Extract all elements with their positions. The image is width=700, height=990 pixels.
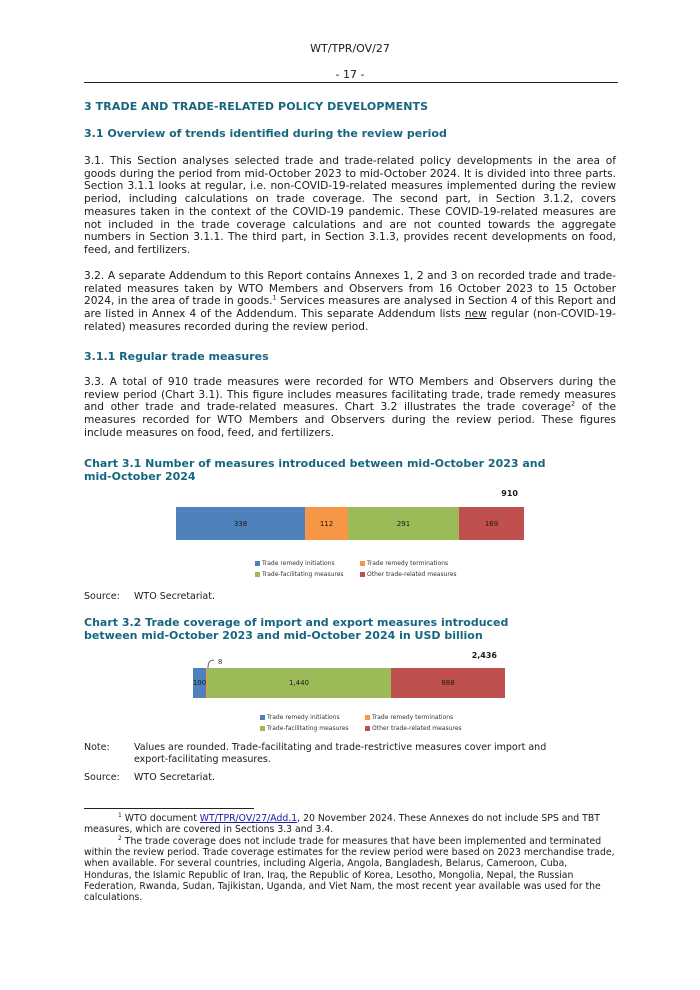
legend-swatch-icon bbox=[360, 572, 365, 577]
note-text: Values are rounded. Trade-facilitating and trade-restrictive measures cover import and export-facilitating measures. bbox=[134, 742, 547, 765]
footnote-text: , 20 November 2024. These Annexes do not include SPS and TBT measures, which are covered in Sections 3.3 and 3.4. bbox=[84, 813, 600, 836]
legend-item bbox=[360, 571, 465, 578]
subsubsection-heading: 3.1.1 Regular trade measures bbox=[84, 350, 269, 363]
legend-item bbox=[360, 560, 465, 567]
legend-label: Trade remedy initiations bbox=[262, 560, 335, 567]
footnote-number: 2 bbox=[118, 834, 122, 842]
callout-leader-icon bbox=[207, 658, 215, 668]
paragraph-text: of the measures recorded for WTO Members and Observers during the review period. These figures include measures on food, feed, and fertilizers. bbox=[84, 401, 616, 439]
chart-3-2-legend bbox=[260, 714, 470, 732]
segment-other-trade-related: 169 bbox=[459, 507, 524, 540]
chart-3-2-total: 2,436 bbox=[471, 651, 497, 660]
footnote-text: WTO document bbox=[121, 813, 200, 824]
footnote-text: The trade coverage does not include trade for measures that have been implemented and terminated within the review period. Trade coverage estimates for the review period were based on 2023 merchandise trade, when available. For several countries, including Algeria, Angola, Bangladesh, Belarus, Cameroon, Cuba, Honduras, the Islamic Republic of Iran, Iraq, the Republic of Korea, Lesotho, Mongolia, Nepal, the Russian Federation, Rwanda, Sudan, Tajikistan, Uganda, and Viet Nam, the most recent year available was used for the calculations. bbox=[84, 836, 615, 904]
chart-3-1-title: Chart 3.1 Number of measures introduced between mid-October 2023 and mid-October 2024 bbox=[84, 457, 546, 483]
legend-label: Trade-facilitating measures bbox=[262, 571, 344, 578]
chart-3-2-source bbox=[84, 772, 215, 783]
segment-trade-facilitating: 1,440 bbox=[207, 668, 391, 698]
paragraph-text: 3.2. A separate Addendum to this Report contains Annexes 1, 2 and 3 on recorded trade and trade-related measures taken by WTO Members and Observers from 16 October 2023 to 15 October 2024, in the area of trade in goods. bbox=[84, 270, 616, 308]
segment-other-trade-related: 888 bbox=[391, 668, 505, 698]
footnote-1 bbox=[84, 813, 616, 835]
paragraph-3-2 bbox=[84, 270, 616, 334]
segment-trade-remedy-initiations: 338 bbox=[176, 507, 305, 540]
paragraph-text: 3.3. A total of 910 trade measures were recorded for WTO Members and Observers during the review period (Chart 3.1). This figure includes measures facilitating trade, trade remedy measures and other trade and trade-related measures. Chart 3.2 illustrates the trade coverage bbox=[84, 376, 616, 414]
chart-3-2-callout bbox=[207, 658, 222, 668]
header-divider bbox=[84, 82, 618, 83]
callout-label: 8 bbox=[218, 658, 223, 666]
section-heading: 3 TRADE AND TRADE-RELATED POLICY DEVELOPMENTS bbox=[84, 100, 429, 113]
footnote-ref-2[interactable]: 2 bbox=[570, 399, 576, 408]
legend-swatch-icon bbox=[365, 715, 370, 720]
chart-3-1-total: 910 bbox=[501, 489, 518, 498]
legend-label: Other trade-related measures bbox=[372, 725, 462, 732]
note-label: Note: bbox=[84, 742, 110, 753]
chart-3-2-note bbox=[84, 742, 564, 766]
legend-label: Trade remedy terminations bbox=[367, 560, 449, 567]
legend-item bbox=[255, 571, 360, 578]
subsection-heading: 3.1 Overview of trends identified during the review period bbox=[84, 127, 447, 140]
source-label: Source: bbox=[84, 591, 120, 602]
segment-trade-remedy-initiations: 100 bbox=[193, 668, 206, 698]
legend-item bbox=[255, 560, 360, 567]
paragraph-text: Services measures are analysed in Section 4 of this Report and are listed in Annex 4 of the Addendum. This separate Addendum lists bbox=[84, 295, 616, 321]
chart-3-1-bar bbox=[176, 507, 524, 540]
paragraph-3-3 bbox=[84, 376, 616, 440]
segment-trade-remedy-terminations: 112 bbox=[305, 507, 348, 540]
footnote-divider bbox=[84, 808, 254, 809]
legend-swatch-icon bbox=[260, 726, 265, 731]
legend-item bbox=[365, 725, 470, 732]
footnote-number: 1 bbox=[118, 811, 122, 819]
page-number: - 17 - bbox=[335, 68, 365, 81]
legend-label: Other trade-related measures bbox=[367, 571, 457, 578]
legend-swatch-icon bbox=[360, 561, 365, 566]
chart-3-1-legend bbox=[255, 560, 465, 578]
addendum-link[interactable]: WT/TPR/OV/27/Add.1 bbox=[199, 813, 298, 824]
paragraph-3-1: 3.1. This Section analyses selected trade and trade-related policy developments in the area of goods during the period from mid-October 2023 to mid-October 2024. It is divided into three parts. Section 3.1.1 looks at regular, i.e. non-COVID-19-related measures implemented during the review period, including calculations on trade coverage. The second part, in Section 3.1.2, covers measures taken in the context of the COVID-19 pandemic. These COVID-19-related measures are not included in the trade coverage calculations and are not counted towards the aggregate numbers in Section 3.1.1. The third part, in Section 3.1.3, provides recent developments on food, feed, and fertilizers. bbox=[84, 155, 616, 256]
segment-trade-facilitating: 291 bbox=[348, 507, 459, 540]
chart-3-2-bar bbox=[193, 668, 505, 698]
legend-swatch-icon bbox=[255, 572, 260, 577]
legend-item bbox=[365, 714, 470, 721]
legend-swatch-icon bbox=[365, 726, 370, 731]
legend-item bbox=[260, 714, 365, 721]
legend-label: Trade remedy terminations bbox=[372, 714, 454, 721]
footnote-ref-1[interactable]: 1 bbox=[272, 293, 277, 302]
legend-item bbox=[260, 725, 365, 732]
chart-3-1-source bbox=[84, 591, 215, 602]
legend-label: Trade-facilitating measures bbox=[267, 725, 349, 732]
emphasis-new: new bbox=[464, 308, 487, 321]
source-text: WTO Secretariat. bbox=[134, 591, 215, 602]
source-label: Source: bbox=[84, 772, 120, 783]
paragraph-text: regular (non-COVID-19-related) measures recorded during the review period. bbox=[84, 308, 616, 333]
legend-swatch-icon bbox=[260, 715, 265, 720]
source-text: WTO Secretariat. bbox=[134, 772, 215, 783]
legend-label: Trade remedy initiations bbox=[267, 714, 340, 721]
document-code: WT/TPR/OV/27 bbox=[310, 42, 390, 55]
chart-3-2-title: Chart 3.2 Trade coverage of import and export measures introduced between mid-October 2023 and mid-October 2024 in USD billion bbox=[84, 616, 509, 642]
footnote-2 bbox=[84, 836, 616, 903]
legend-swatch-icon bbox=[255, 561, 260, 566]
